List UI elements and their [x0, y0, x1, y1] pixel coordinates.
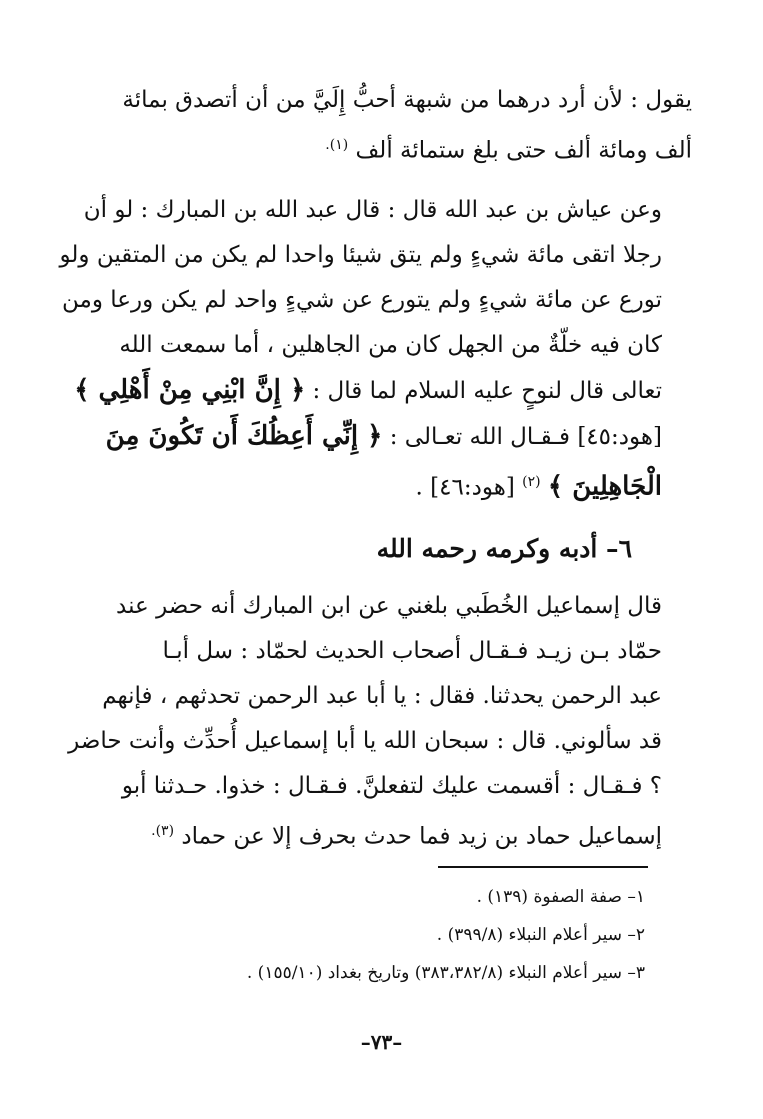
text-line — [96, 123, 692, 174]
text-fragment: [هود:٤٦] . — [415, 474, 515, 501]
text-line: قد سألوني. قال : سبحان الله يا أبا إسماعيل أُحدِّث وأنت حاضر — [68, 728, 662, 755]
footnote-ref-1: (١). — [325, 137, 349, 153]
quran-verse-2-end: الْجَاهِلِينَ ﴾ — [547, 471, 662, 502]
footnote-divider — [438, 866, 648, 868]
text-line — [96, 809, 692, 860]
quran-verse-1: ﴿ إِنَّ ابْنِي مِنْ أَهْلِي ﴾ — [74, 374, 306, 405]
text-line — [96, 414, 692, 460]
paragraph-1 — [96, 78, 692, 174]
footnote-2: ٢– سير أعلام النبلاء (٣٩٩/٨) . — [436, 925, 645, 945]
paragraph-3 — [68, 584, 692, 860]
footnote-ref-2: (٢) — [522, 473, 541, 490]
page-body — [59, 78, 692, 874]
text-line: ؟ فـقـال : أقسمت عليك لتفعلنَّ. فـقـال : خذوا. حـدثنا أبو — [121, 773, 662, 800]
text-line: حمّاد بـن زيـد فـقـال أصحاب الحديث لحمّاد : سل أبـا — [162, 638, 662, 665]
text-line: كان فيه خلّةٌ من الجهل كان من الجاهلين ، أما سمعت الله — [119, 331, 662, 358]
footnote-3: ٣– سير أعلام النبلاء (٣٨٣،٣٨٢/٨) وتاريخ بغداد (١٥٥/١٠) . — [246, 963, 645, 983]
text-line: تورع عن مائة شيءٍ ولم يتورع عن شيءٍ واحد لم يكن ورعا ومن — [62, 286, 662, 313]
section-heading: ٦– أدبه وكرمه رحمه الله — [376, 534, 632, 564]
text-line: عبد الرحمن يحدثنا. فقال : يا أبا عبد الرحمن تحدثهم ، فإنهم — [102, 683, 662, 710]
footnote-ref-3: (٣). — [151, 823, 175, 840]
text-fragment: إسماعيل حماد بن زيد فما حدث بحرف إلا عن حماد — [181, 823, 662, 850]
text-fragment: تعالى قال لنوحٍ عليه السلام لما قال : — [312, 377, 662, 404]
text-line — [74, 368, 692, 414]
paragraph-2 — [59, 188, 692, 511]
text-line: يقول : لأن أرد درهما من شبهة أحبُّ إِلَيَّ من أن أتصدق بمائة — [122, 87, 692, 113]
text-line: رجلا اتقى مائة شيءٍ ولم يتق شيئا واحدا لم يكن من المتقين ولو — [59, 241, 662, 268]
text-fragment: [هود:٤٥] فـقـال الله تعـالى : — [389, 423, 662, 450]
text-line: قال إسماعيل الخُطَبي بلغني عن ابن المبارك أنه حضر عند — [116, 593, 662, 620]
text-line: وعن عياش بن عبد الله قال : قال عبد الله بن المبارك : لو أن — [83, 196, 662, 223]
text-line — [96, 460, 692, 511]
text-fragment: ألف ومائة ألف حتى بلغ ستمائة ألف — [355, 137, 692, 164]
footnote-1: ١– صفة الصفوة (١٣٩) . — [476, 887, 645, 907]
quran-verse-2: ﴿ إِنِّي أَعِظُكَ أَن تَكُونَ مِنَ — [105, 420, 383, 451]
footnotes — [125, 878, 645, 992]
page-number: –٧٣– — [360, 1030, 403, 1054]
